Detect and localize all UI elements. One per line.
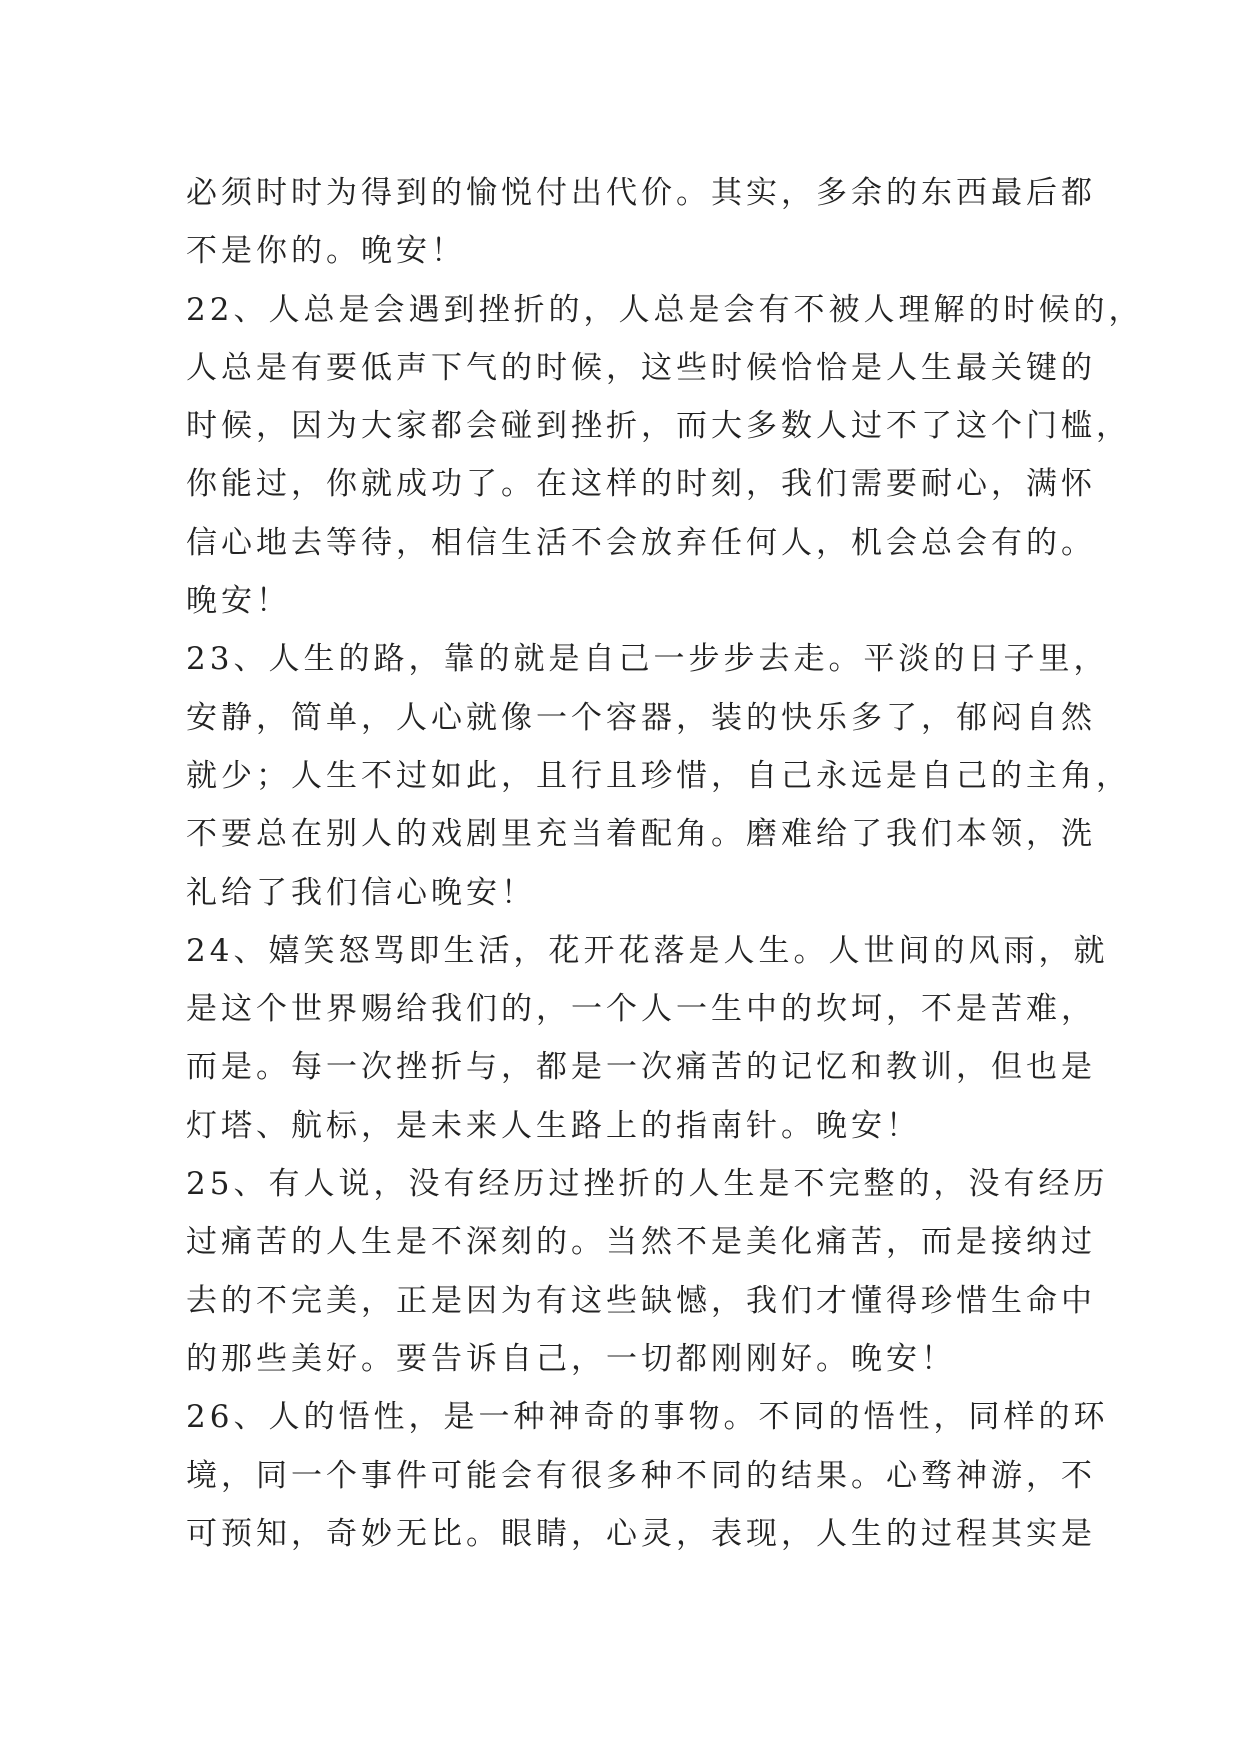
text-line: 你能过，你就成功了。在这样的时刻，我们需要耐心，满怀 bbox=[186, 466, 1096, 503]
text-line: 25、有人说，没有经历过挫折的人生是不完整的，没有经历 bbox=[186, 1166, 1109, 1203]
text-line: 境，同一个事件可能会有很多种不同的结果。心骛神游，不 bbox=[186, 1457, 1096, 1494]
text-line: 26、人的悟性，是一种神奇的事物。不同的悟性，同样的环 bbox=[186, 1399, 1109, 1436]
text-line: 晚安！ bbox=[186, 583, 291, 620]
text-line: 人总是有要低声下气的时候，这些时候恰恰是人生最关键的 bbox=[186, 349, 1096, 386]
text-line: 可预知，奇妙无比。眼睛，心灵，表现，人生的过程其实是 bbox=[186, 1515, 1096, 1552]
text-line: 22、人总是会遇到挫折的，人总是会有不被人理解的时候的， bbox=[186, 291, 1144, 328]
text-line: 灯塔、航标，是未来人生路上的指南针。晚安！ bbox=[186, 1107, 921, 1144]
text-line: 不是你的。晚安！ bbox=[186, 233, 466, 270]
text-line: 去的不完美，正是因为有这些缺憾，我们才懂得珍惜生命中 bbox=[186, 1282, 1096, 1319]
text-line: 不要总在别人的戏剧里充当着配角。磨难给了我们本领，洗 bbox=[186, 816, 1096, 853]
text-line: 礼给了我们信心晚安！ bbox=[186, 874, 536, 911]
text-line: 过痛苦的人生是不深刻的。当然不是美化痛苦，而是接纳过 bbox=[186, 1224, 1096, 1261]
text-line: 信心地去等待，相信生活不会放弃任何人，机会总会有的。 bbox=[186, 524, 1096, 561]
text-line: 而是。每一次挫折与，都是一次痛苦的记忆和教训，但也是 bbox=[186, 1049, 1096, 1086]
text-line: 安静，简单，人心就像一个容器，装的快乐多了，郁闷自然 bbox=[186, 699, 1096, 736]
document-body-text bbox=[186, 164, 1144, 1563]
text-line: 就少；人生不过如此，且行且珍惜，自己永远是自己的主角， bbox=[186, 757, 1131, 794]
text-line: 时候，因为大家都会碰到挫折，而大多数人过不了这个门槛， bbox=[186, 408, 1131, 445]
text-line: 是这个世界赐给我们的，一个人一生中的坎坷，不是苦难， bbox=[186, 991, 1096, 1028]
text-line: 23、人生的路，靠的就是自己一步步去走。平淡的日子里， bbox=[186, 641, 1109, 678]
text-line: 的那些美好。要告诉自己，一切都刚刚好。晚安！ bbox=[186, 1340, 956, 1377]
text-line: 必须时时为得到的愉悦付出代价。其实，多余的东西最后都 bbox=[186, 175, 1096, 211]
text-line: 24、嬉笑怒骂即生活，花开花落是人生。人世间的风雨，就 bbox=[186, 932, 1109, 969]
